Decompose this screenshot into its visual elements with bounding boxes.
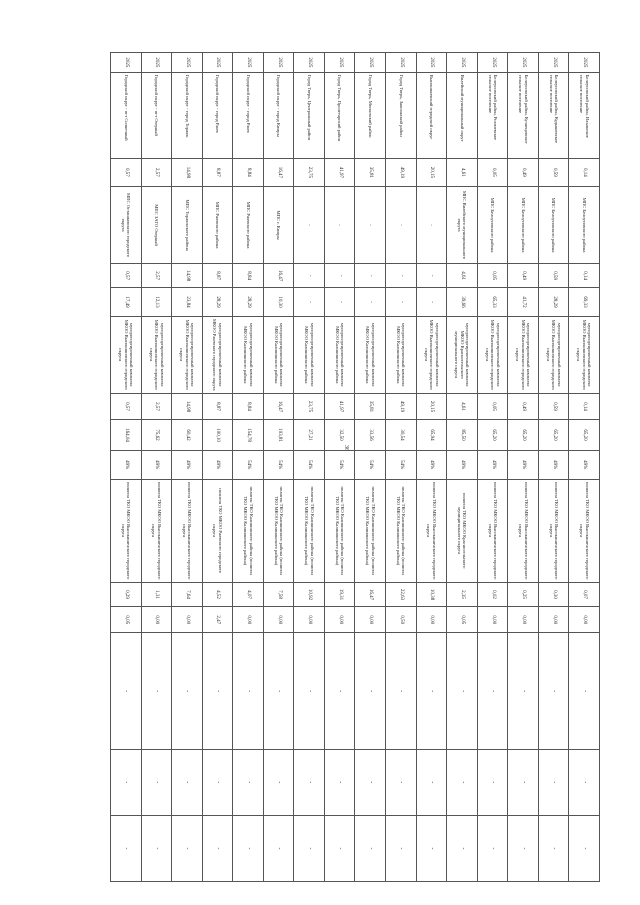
cell-polygon: полигон ТКО МКОО Высокиничского городского округа — [477, 479, 508, 582]
table-row — [324, 53, 355, 882]
cell-vol: 0,49 — [508, 158, 539, 187]
cell-d3: - — [508, 815, 539, 881]
cell-v3: - — [355, 288, 386, 317]
cell-d2: - — [538, 749, 569, 815]
cell-pct: 54% — [294, 450, 325, 479]
cell-complex: мусоросортировочный комплекс МКОО Высокиничского городского округа — [172, 316, 203, 393]
table-row — [569, 53, 600, 882]
cell-d3: - — [569, 815, 600, 881]
rotated-table-sheet — [110, 52, 600, 882]
table-row — [141, 53, 172, 882]
cell-d2: - — [416, 749, 447, 815]
cell-complex: мусоросортировочный комплекс МКОО Высокиничского городского округа — [569, 316, 600, 393]
cell-v5: 65,20 — [538, 420, 569, 451]
cell-polygon: полигон ТКО МКОО Высокиничского городского округа — [538, 479, 569, 582]
table-row — [538, 53, 569, 882]
cell-v2: 8,84 — [233, 264, 264, 288]
cell-complex: мусоросортировочный комплекс МКОО Высокиничского городского округа — [141, 316, 172, 393]
cell-year: 2025 — [294, 53, 325, 73]
cell-v7: 0,00 — [324, 607, 355, 633]
cell-complex: мусоросортировочный комплекс МКОО Красносельского муниципального округа — [447, 316, 478, 393]
cell-vol: 2,57 — [141, 158, 172, 187]
cell-mfs: МПС Белоусовского района — [569, 187, 600, 264]
cell-mfs: МПС Ржевского района — [202, 187, 233, 264]
cell-d1: - — [416, 633, 447, 750]
cell-year: 2025 — [569, 53, 600, 73]
cell-v3: 69,33 — [569, 288, 600, 317]
cell-year: 2025 — [233, 53, 264, 73]
cell-d2: - — [202, 749, 233, 815]
cell-vol: 4,61 — [447, 158, 478, 187]
cell-v3: 12,13 — [141, 288, 172, 317]
cell-v4: 4,61 — [447, 393, 478, 419]
cell-pct: 54% — [355, 450, 386, 479]
cell-v3: 41,72 — [508, 288, 539, 317]
cell-v5: 65,20 — [508, 420, 539, 451]
cell-complex: мусоросортировочный комплекс МКОО Высокиничского городского округа — [477, 316, 508, 393]
table-row — [355, 53, 386, 882]
cell-v7: 0,00 — [416, 607, 447, 633]
cell-vol: 20,15 — [416, 158, 447, 187]
cell-polygon: полигон ТКО МКОО Высокиничского городского округа — [416, 479, 447, 582]
cell-v2: 0,14 — [569, 264, 600, 288]
cell-pct: 54% — [386, 450, 417, 479]
cell-v7: 0,00 — [569, 607, 600, 633]
cell-v5: 33,56 — [355, 420, 386, 451]
cell-v6: 16,47 — [355, 582, 386, 606]
page-number: 36 — [343, 445, 349, 451]
cell-mfs: МПС Белоусовского района — [508, 187, 539, 264]
cell-v6: 7,64 — [172, 582, 203, 606]
cell-mfs: МПС Торжокского района — [172, 187, 203, 264]
cell-v7: 0,00 — [538, 607, 569, 633]
cell-complex: мусоросортировочный комплекс МКОО Калининского района — [355, 316, 386, 393]
cell-pct: 54% — [233, 450, 264, 479]
cell-settlement: Городской округ - город Кимры — [263, 72, 294, 158]
cell-v5: 164,04 — [111, 420, 142, 451]
cell-year: 2025 — [508, 53, 539, 73]
cell-year: 2025 — [477, 53, 508, 73]
cell-v4: 23,75 — [294, 393, 325, 419]
cell-mfs: МПС г. Кимры — [263, 187, 294, 264]
cell-settlement: Высокиничский городской округ — [416, 72, 447, 158]
cell-pct: 49% — [477, 450, 508, 479]
cell-v7: 0,05 — [447, 607, 478, 633]
table-row — [416, 53, 447, 882]
cell-vol: 49,19 — [386, 158, 417, 187]
cell-d3: - — [324, 815, 355, 881]
cell-v4: 41,97 — [324, 393, 355, 419]
cell-settlement: Белоусовский район, Рогачевское сельское поселение — [477, 72, 508, 158]
cell-v3: - — [294, 288, 325, 317]
cell-v2: 4,61 — [447, 264, 478, 288]
cell-v4: 0,57 — [111, 393, 142, 419]
cell-pct: 49% — [111, 450, 142, 479]
cell-polygon: полигон ТКО МКОО Высокиничского городского округа — [111, 479, 142, 582]
cell-d2: - — [447, 749, 478, 815]
cell-d2: - — [233, 749, 264, 815]
cell-v2: 0,59 — [538, 264, 569, 288]
cell-settlement: Городской округ - пгт Солнечный — [111, 72, 142, 158]
cell-vol: 8,87 — [202, 158, 233, 187]
cell-pct: 54% — [263, 450, 294, 479]
cell-v4: 0,05 — [477, 393, 508, 419]
cell-polygon: полигон ТКО Калининского района (полигон ТКО МКОО Калининского района) — [263, 479, 294, 582]
cell-d1: - — [141, 633, 172, 750]
cell-d3: - — [202, 815, 233, 881]
cell-polygon: полигон ТКО Калининского района (полигон ТКО МКОО Калининского района) — [233, 479, 264, 582]
table-row — [172, 53, 203, 882]
cell-v3: 28,29 — [538, 288, 569, 317]
cell-v3: 65,33 — [477, 288, 508, 317]
cell-complex: мусоросортировочный комплекс МКОО Калининского района — [263, 316, 294, 393]
cell-v7: 0,00 — [172, 607, 203, 633]
cell-settlement: Белоусовский район, Ильинское сельское поселение — [569, 72, 600, 158]
cell-mfs: - — [386, 187, 417, 264]
cell-settlement: Городской округ - город Торжок — [172, 72, 203, 158]
cell-v7: 0,00 — [477, 607, 508, 633]
cell-d3: - — [416, 815, 447, 881]
cell-polygon: полигон ТКО МКОО Высокиничского городского округа — [569, 479, 600, 582]
cell-v3: 28,29 — [233, 288, 264, 317]
cell-year: 2025 — [111, 53, 142, 73]
cell-d2: - — [324, 749, 355, 815]
cell-d1: - — [386, 633, 417, 750]
cell-v4: 16,47 — [263, 393, 294, 419]
cell-year: 2025 — [447, 53, 478, 73]
cell-d3: - — [386, 815, 417, 881]
cell-vol: 0,05 — [477, 158, 508, 187]
cell-v4: 0,49 — [508, 393, 539, 419]
cell-settlement: Белоусовский район, Кудышевское сельское поселение — [538, 72, 569, 158]
cell-pct: 49% — [416, 450, 447, 479]
cell-v3: - — [324, 288, 355, 317]
table-row — [447, 53, 478, 882]
cell-v3: 28,29 — [202, 288, 233, 317]
cell-v6: 0,30 — [538, 582, 569, 606]
cell-settlement: Город Тверь, Заволжский район — [386, 72, 417, 158]
cell-d1: - — [538, 633, 569, 750]
cell-vol: 0,14 — [569, 158, 600, 187]
cell-v6: 10,92 — [294, 582, 325, 606]
cell-d1: - — [447, 633, 478, 750]
cell-v6: 19,31 — [324, 582, 355, 606]
cell-v6: 7,58 — [263, 582, 294, 606]
cell-v4: 35,81 — [355, 393, 386, 419]
cell-polygon: полигон ТКО МКОО Высокиничского городского округа — [508, 479, 539, 582]
cell-v6: 4,52 — [202, 582, 233, 606]
cell-d2: - — [263, 749, 294, 815]
cell-d1: - — [263, 633, 294, 750]
cell-v6: 0,25 — [508, 582, 539, 606]
cell-v4: 8,84 — [233, 393, 264, 419]
cell-vol: 23,75 — [294, 158, 325, 187]
cell-complex: мусоросортировочный комплекс МКОО Высокиничского городского округа — [416, 316, 447, 393]
cell-polygon: полигон ТКО МКОО Красносельского муниципального округа — [447, 479, 478, 582]
cell-settlement: Город Тверь, Пролетарский район — [324, 72, 355, 158]
cell-v7: 0,05 — [111, 607, 142, 633]
cell-polygon: полигон ТКО Калининского района (полигон ТКО МКОО Калининского района) — [294, 479, 325, 582]
cell-complex: мусоросортировочный комплекс МКОО Высокиничского городского округа — [111, 316, 142, 393]
cell-settlement: Белоусовский район, Кузнецовское сельское поселение — [508, 72, 539, 158]
cell-year: 2025 — [355, 53, 386, 73]
cell-mfs: - — [324, 187, 355, 264]
cell-v4: 0,59 — [538, 393, 569, 419]
cell-v7: 0,00 — [233, 607, 264, 633]
cell-v5: 75,62 — [141, 420, 172, 451]
cell-d3: - — [477, 815, 508, 881]
cell-mfs: - — [355, 187, 386, 264]
cell-d1: - — [111, 633, 142, 750]
cell-v3: - — [386, 288, 417, 317]
cell-v7: 0,00 — [141, 607, 172, 633]
cell-polygon: полигон ТКО МКОО Ржевского городского округа — [202, 479, 233, 582]
cell-v2: - — [355, 264, 386, 288]
cell-mfs: - — [294, 187, 325, 264]
cell-settlement: Вилейский муниципальный округ — [447, 72, 478, 158]
cell-v5: 65,20 — [569, 420, 600, 451]
cell-vol: 8,84 — [233, 158, 264, 187]
cell-v7: 0,00 — [263, 607, 294, 633]
cell-d2: - — [141, 749, 172, 815]
cell-d1: - — [233, 633, 264, 750]
cell-v2: 16,47 — [263, 264, 294, 288]
table-row — [233, 53, 264, 882]
cell-d3: - — [233, 815, 264, 881]
cell-pct: 49% — [538, 450, 569, 479]
cell-v3: - — [416, 288, 447, 317]
cell-pct: 49% — [569, 450, 600, 479]
cell-mfs: МПС Вилейского муниципального округа — [447, 187, 478, 264]
table-row — [263, 53, 294, 882]
cell-pct: 49% — [447, 450, 478, 479]
cell-complex: мусоросортировочный комплекс МКОО Высокиничского городского округа — [508, 316, 539, 393]
cell-complex: мусоросортировочный комплекс МКОО Калининского района — [386, 316, 417, 393]
cell-polygon: полигон ТКО Калининского района (полигон ТКО МКОО Калининского района) — [386, 479, 417, 582]
cell-pct: 49% — [202, 450, 233, 479]
cell-vol: 0,57 — [111, 158, 142, 187]
cell-year: 2025 — [386, 53, 417, 73]
table-row — [386, 53, 417, 882]
cell-polygon: полигон ТКО Калининского района (полигон ТКО МКОО Калининского района) — [324, 479, 355, 582]
cell-polygon: полигон ТКО МКОО Высокиничского городского округа — [172, 479, 203, 582]
cell-v5: 103,81 — [263, 420, 294, 451]
cell-v2: 0,49 — [508, 264, 539, 288]
cell-v7: 0,00 — [294, 607, 325, 633]
cell-year: 2025 — [324, 53, 355, 73]
cell-vol: 0,59 — [538, 158, 569, 187]
table-row — [508, 53, 539, 882]
cell-v4: 20,15 — [416, 393, 447, 419]
cell-v6: 10,38 — [416, 582, 447, 606]
cell-v5: 65,20 — [477, 420, 508, 451]
cell-pct: 49% — [508, 450, 539, 479]
cell-v5: 154,78 — [233, 420, 264, 451]
cell-v2: 0,57 — [111, 264, 142, 288]
cell-v6: 22,63 — [386, 582, 417, 606]
cell-v2: - — [324, 264, 355, 288]
cell-v5: 65,94 — [416, 420, 447, 451]
cell-d2: - — [355, 749, 386, 815]
cell-d2: - — [386, 749, 417, 815]
cell-v5: 32,50 — [324, 420, 355, 451]
cell-year: 2025 — [202, 53, 233, 73]
cell-v2: 0,05 — [477, 264, 508, 288]
cell-d2: - — [111, 749, 142, 815]
cell-v5: 60,42 — [172, 420, 203, 451]
cell-v2: 8,87 — [202, 264, 233, 288]
cell-d2: - — [477, 749, 508, 815]
cell-mfs: МПС Ржевского района — [233, 187, 264, 264]
cell-v3: 23,84 — [172, 288, 203, 317]
cell-d1: - — [324, 633, 355, 750]
cell-v4: 8,87 — [202, 393, 233, 419]
cell-v6: 0,02 — [477, 582, 508, 606]
cell-complex: мусоросортировочный комплекс МКОО Калининского района — [233, 316, 264, 393]
cell-complex: мусоросортировочный комплекс МКОО Калининского района — [324, 316, 355, 393]
cell-v4: 0,14 — [569, 393, 600, 419]
cell-d2: - — [569, 749, 600, 815]
cell-year: 2025 — [538, 53, 569, 73]
cell-settlement: Городской округ - город Ржев — [233, 72, 264, 158]
cell-d3: - — [447, 815, 478, 881]
cell-d3: - — [172, 815, 203, 881]
cell-d1: - — [202, 633, 233, 750]
cell-v3: 10,30 — [263, 288, 294, 317]
table-row — [202, 53, 233, 882]
cell-settlement: Городской округ - город Ржев — [202, 72, 233, 158]
cell-d2: - — [172, 749, 203, 815]
cell-v4: 49,19 — [386, 393, 417, 419]
cell-v2: 14,98 — [172, 264, 203, 288]
cell-vol: 41,97 — [324, 158, 355, 187]
cell-v6: 0,07 — [569, 582, 600, 606]
cell-v6: 0,29 — [111, 582, 142, 606]
cell-complex: мусоросортировочный комплекс МКОО Высокиничского городского округа — [538, 316, 569, 393]
cell-v3: 39,66 — [447, 288, 478, 317]
cell-v5: 30,54 — [386, 420, 417, 451]
cell-v2: - — [416, 264, 447, 288]
cell-d3: - — [263, 815, 294, 881]
cell-v5: 85,50 — [447, 420, 478, 451]
cell-d3: - — [141, 815, 172, 881]
cell-v3: 17,49 — [111, 288, 142, 317]
table-row — [111, 53, 142, 882]
cell-vol: 35,81 — [355, 158, 386, 187]
cell-mfs: МПС Белоусовского района — [477, 187, 508, 264]
cell-d1: - — [355, 633, 386, 750]
cell-d3: - — [355, 815, 386, 881]
cell-v2: - — [294, 264, 325, 288]
cell-settlement: Город Тверь, Московский район — [355, 72, 386, 158]
cell-d1: - — [477, 633, 508, 750]
cell-v7: 0,00 — [508, 607, 539, 633]
cell-pct: 54% — [324, 450, 355, 479]
cell-mfs: МПС Белоусовского района — [538, 187, 569, 264]
cell-v7: 0,50 — [386, 607, 417, 633]
cell-settlement: Город Тверь, Центральный район — [294, 72, 325, 158]
cell-v5: 100,10 — [202, 420, 233, 451]
cell-v4: 2,57 — [141, 393, 172, 419]
cell-v6: 4,07 — [233, 582, 264, 606]
cell-year: 2025 — [141, 53, 172, 73]
table-row — [477, 53, 508, 882]
cell-polygon: полигон ТКО МКОО Высокиничского городского округа — [141, 479, 172, 582]
cell-mfs: - — [416, 187, 447, 264]
cell-d1: - — [569, 633, 600, 750]
cell-d3: - — [538, 815, 569, 881]
cell-v5: 27,21 — [294, 420, 325, 451]
cell-v7: 2,47 — [202, 607, 233, 633]
cell-pct: 49% — [141, 450, 172, 479]
cell-v7: 0,00 — [355, 607, 386, 633]
cell-d1: - — [508, 633, 539, 750]
cell-d3: - — [111, 815, 142, 881]
cell-pct: 49% — [172, 450, 203, 479]
cell-v6: 2,35 — [447, 582, 478, 606]
cell-complex: мусоросортировочный комплекс МКОО Калининского района — [294, 316, 325, 393]
cell-vol: 14,98 — [172, 158, 203, 187]
cell-d2: - — [508, 749, 539, 815]
cell-polygon: полигон ТКО Калининского района (полигон ТКО МКОО Калининского района) — [355, 479, 386, 582]
cell-d1: - — [294, 633, 325, 750]
cell-d2: - — [294, 749, 325, 815]
cell-year: 2025 — [416, 53, 447, 73]
cell-mfs: МПС Осташковского городского округа — [111, 187, 142, 264]
cell-d3: - — [294, 815, 325, 881]
cell-settlement: Городской округ - пгт Озерный — [141, 72, 172, 158]
cell-year: 2025 — [263, 53, 294, 73]
cell-v4: 14,98 — [172, 393, 203, 419]
table-row — [294, 53, 325, 882]
cell-v2: - — [386, 264, 417, 288]
cell-v2: 2,57 — [141, 264, 172, 288]
cell-complex: мусоросортировочный комплекс МКОО Ржевского городского округа — [202, 316, 233, 393]
cell-mfs: МПС ЗАТО Озерный — [141, 187, 172, 264]
cell-vol: 16,47 — [263, 158, 294, 187]
waste-flow-table — [110, 52, 600, 882]
cell-v6: 1,31 — [141, 582, 172, 606]
cell-d1: - — [172, 633, 203, 750]
cell-year: 2025 — [172, 53, 203, 73]
